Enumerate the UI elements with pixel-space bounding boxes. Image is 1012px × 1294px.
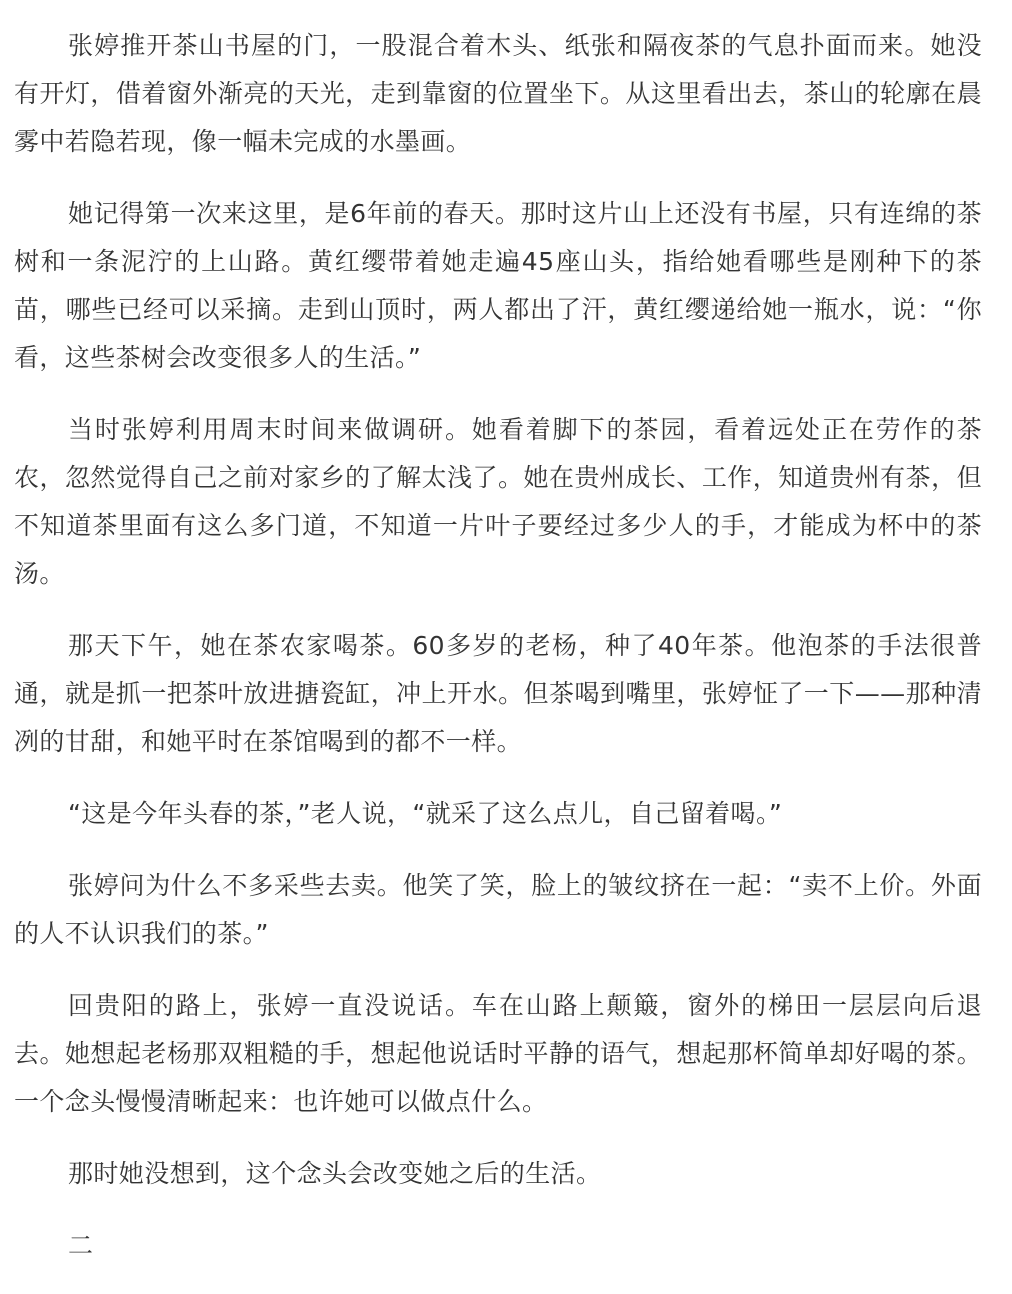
paragraph: 回贵阳的路上，张婷一直没说话。车在山路上颠簸，窗外的梯田一层层向后退去。她想起老杨那双粗糙的手，想起他说话时平静的语气，想起那杯简单却好喝的茶。一个念头慢慢清晰起来：也许她可以做点什么。 [14,991,982,1116]
paragraph: 那时她没想到，这个念头会改变她之后的生活。 [68,1159,602,1188]
section-heading: 二 [68,1231,94,1260]
paragraph: “这是今年头春的茶，”老人说，“就采了这么点儿，自己留着喝。” [68,799,783,828]
paragraph: 当时张婷利用周末时间来做调研。她看着脚下的茶园，看着远处正在劳作的茶农，忽然觉得自己之前对家乡的了解太浅了。她在贵州成长、工作，知道贵州有茶，但不知道茶里面有这么多门道，不知道一片叶子要经过多少人的手，才能成为杯中的茶汤。 [14,415,982,588]
paragraph: 她记得第一次来这里，是6年前的春天。那时这片山上还没有书屋，只有连绵的茶树和一条泥泞的上山路。黄红缨带着她走遍45座山头，指给她看哪些是刚种下的茶苗，哪些已经可以采摘。走到山顶时，两人都出了汗，黄红缨递给她一瓶水，说：“你看，这些茶树会改变很多人的生活。” [14,199,982,372]
paragraph: 张婷推开茶山书屋的门，一股混合着木头、纸张和隔夜茶的气息扑面而来。她没有开灯，借着窗外渐亮的天光，走到靠窗的位置坐下。从这里看出去，茶山的轮廓在晨雾中若隐若现，像一幅未完成的水墨画。 [14,31,982,156]
article-body [14,22,982,1294]
paragraph: 张婷问为什么不多采些去卖。他笑了笑，脸上的皱纹挤在一起：“卖不上价。外面的人不认识我们的茶。” [14,871,982,948]
paragraph: 那天下午，她在茶农家喝茶。60多岁的老杨，种了40年茶。他泡茶的手法很普通，就是抓一把茶叶放进搪瓷缸，冲上开水。但茶喝到嘴里，张婷怔了一下——那种清冽的甘甜，和她平时在茶馆喝到的都不一样。 [14,631,982,756]
